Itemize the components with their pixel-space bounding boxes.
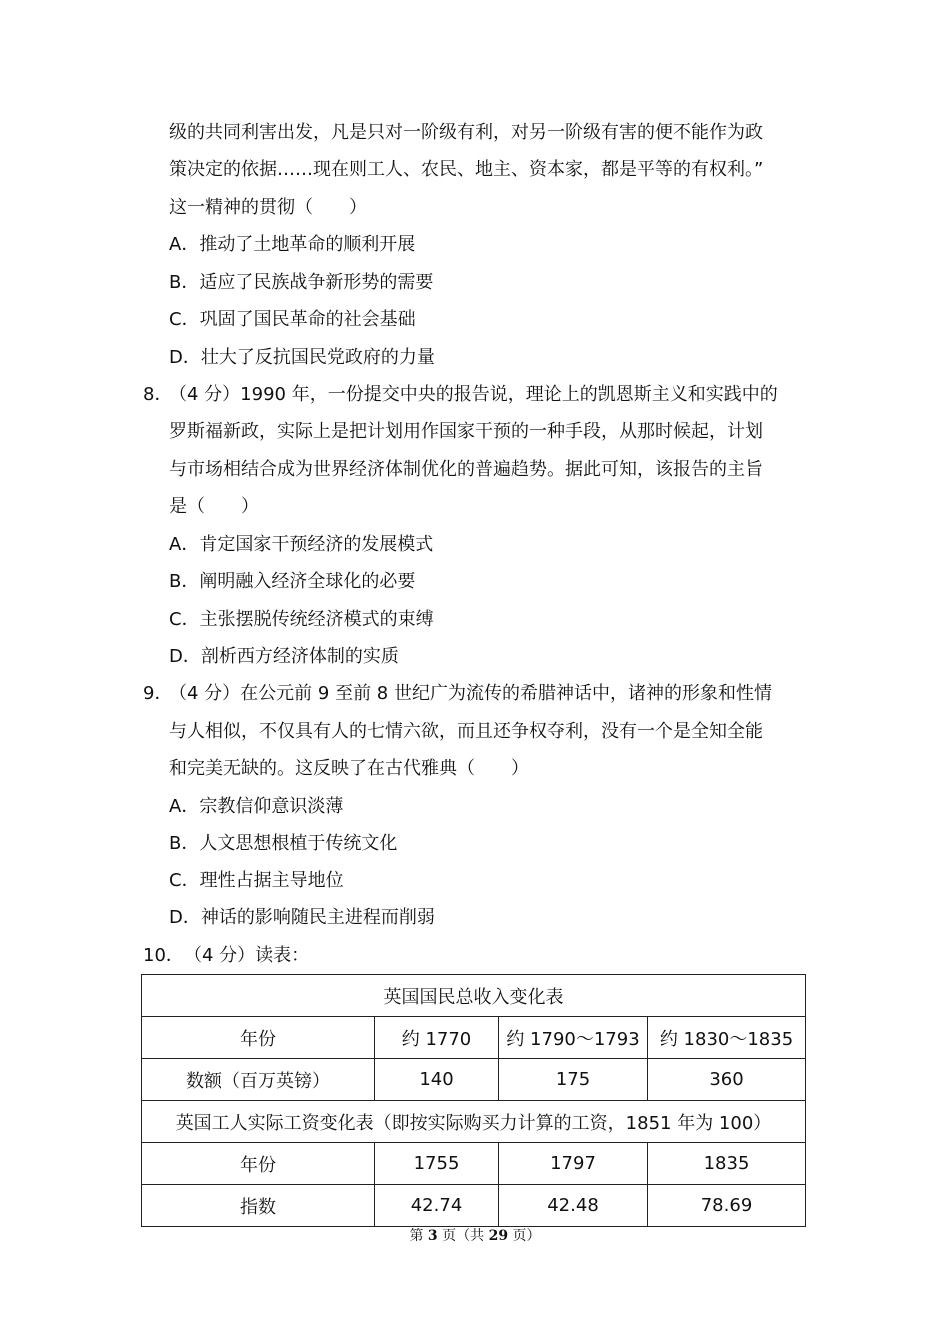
q8-stem-line-2: 罗斯福新政，实际上是把计划用作国家干预的一种手段，从那时候起，计划 <box>169 421 763 442</box>
q8-option-a: A．肯定国家干预经济的发展模式 <box>169 534 434 555</box>
q7-option-a: A．推动了土地革命的顺利开展 <box>169 234 416 255</box>
table-cell: 140 <box>375 1059 499 1101</box>
q9-stem-line-3: 和完美无缺的。这反映了在古代雅典（ ） <box>169 758 529 779</box>
table-cell: 1835 <box>648 1143 806 1185</box>
q9-number: 9． <box>143 683 173 704</box>
q7-option-c: C．巩固了国民革命的社会基础 <box>169 309 416 330</box>
table-cell: 年份 <box>142 1143 375 1185</box>
q9-stem-line-1: （4 分）在公元前 9 至前 8 世纪广为流传的希腊神话中，诸神的形象和性情 <box>169 683 772 704</box>
q9-option-c: C．理性占据主导地位 <box>169 870 344 891</box>
footer-mid: 页（共 <box>442 1228 485 1244</box>
table-row <box>142 1017 806 1059</box>
q9-option-b: B．人文思想根植于传统文化 <box>169 833 398 854</box>
table-cell: 年份 <box>142 1017 375 1059</box>
footer-page-number: 3 <box>427 1228 438 1244</box>
q9-option-d: D．神话的影响随民主进程而削弱 <box>169 907 435 928</box>
q8-stem-line-3: 与市场相结合成为世界经济体制优化的普遍趋势。据此可知，该报告的主旨 <box>169 459 763 480</box>
table-cell: 360 <box>648 1059 806 1101</box>
table-title-row-wages <box>142 1101 806 1143</box>
table-cell: 1797 <box>499 1143 648 1185</box>
table-cell: 1755 <box>375 1143 499 1185</box>
q8-stem-line-4: 是（ ） <box>169 496 259 517</box>
q10-stem: （4 分）读表： <box>184 945 310 966</box>
q8-stem-line-1: （4 分）1990 年，一份提交中央的报告说，理论上的凯恩斯主义和实践中的 <box>169 384 778 405</box>
table-row <box>142 1185 806 1227</box>
table-row <box>142 1143 806 1185</box>
table-cell: 78.69 <box>648 1185 806 1227</box>
table-cell: 42.48 <box>499 1185 648 1227</box>
q7-stem-line-3: 这一精神的贯彻（ ） <box>169 197 367 218</box>
q8-option-d: D．剖析西方经济体制的实质 <box>169 646 399 667</box>
table-cell: 约 1770 <box>375 1017 499 1059</box>
table-cell: 42.74 <box>375 1185 499 1227</box>
table-cell: 数额（百万英镑） <box>142 1059 375 1101</box>
q7-option-b: B．适应了民族战争新形势的需要 <box>169 272 434 293</box>
footer-post: 页） <box>512 1228 541 1244</box>
q8-option-c: C．主张摆脱传统经济模式的束缚 <box>169 609 434 630</box>
q7-stem-line-1: 级的共同利害出发，凡是只对一阶级有利，对另一阶级有害的便不能作为政 <box>169 122 763 143</box>
q7-option-d: D．壮大了反抗国民党政府的力量 <box>169 347 435 368</box>
q7-stem-line-2: 策决定的依据……现在则工人、农民、地主、资本家，都是平等的有权利。” <box>169 159 764 180</box>
q9-option-a: A．宗教信仰意识淡薄 <box>169 796 344 817</box>
table-title-wages: 英国工人实际工资变化表（即按实际购买力计算的工资，1851 年为 100） <box>142 1101 806 1143</box>
table-cell: 指数 <box>142 1185 375 1227</box>
q10-number: 10． <box>143 945 184 966</box>
data-table <box>141 974 806 1227</box>
table-cell: 175 <box>499 1059 648 1101</box>
table-title-income: 英国国民总收入变化表 <box>142 975 806 1017</box>
table-row <box>142 1059 806 1101</box>
q8-number: 8． <box>143 384 173 405</box>
q8-option-b: B．阐明融入经济全球化的必要 <box>169 571 416 592</box>
q9-stem-line-2: 与人相似，不仅具有人的七情六欲，而且还争权夺利，没有一个是全知全能 <box>169 721 763 742</box>
footer-total-pages: 29 <box>488 1228 509 1244</box>
table-title-row-income <box>142 975 806 1017</box>
table-cell: 约 1790～1793 <box>499 1017 648 1059</box>
page-footer <box>0 1226 950 1246</box>
table-cell: 约 1830～1835 <box>648 1017 806 1059</box>
footer-pre: 第 <box>409 1228 424 1244</box>
